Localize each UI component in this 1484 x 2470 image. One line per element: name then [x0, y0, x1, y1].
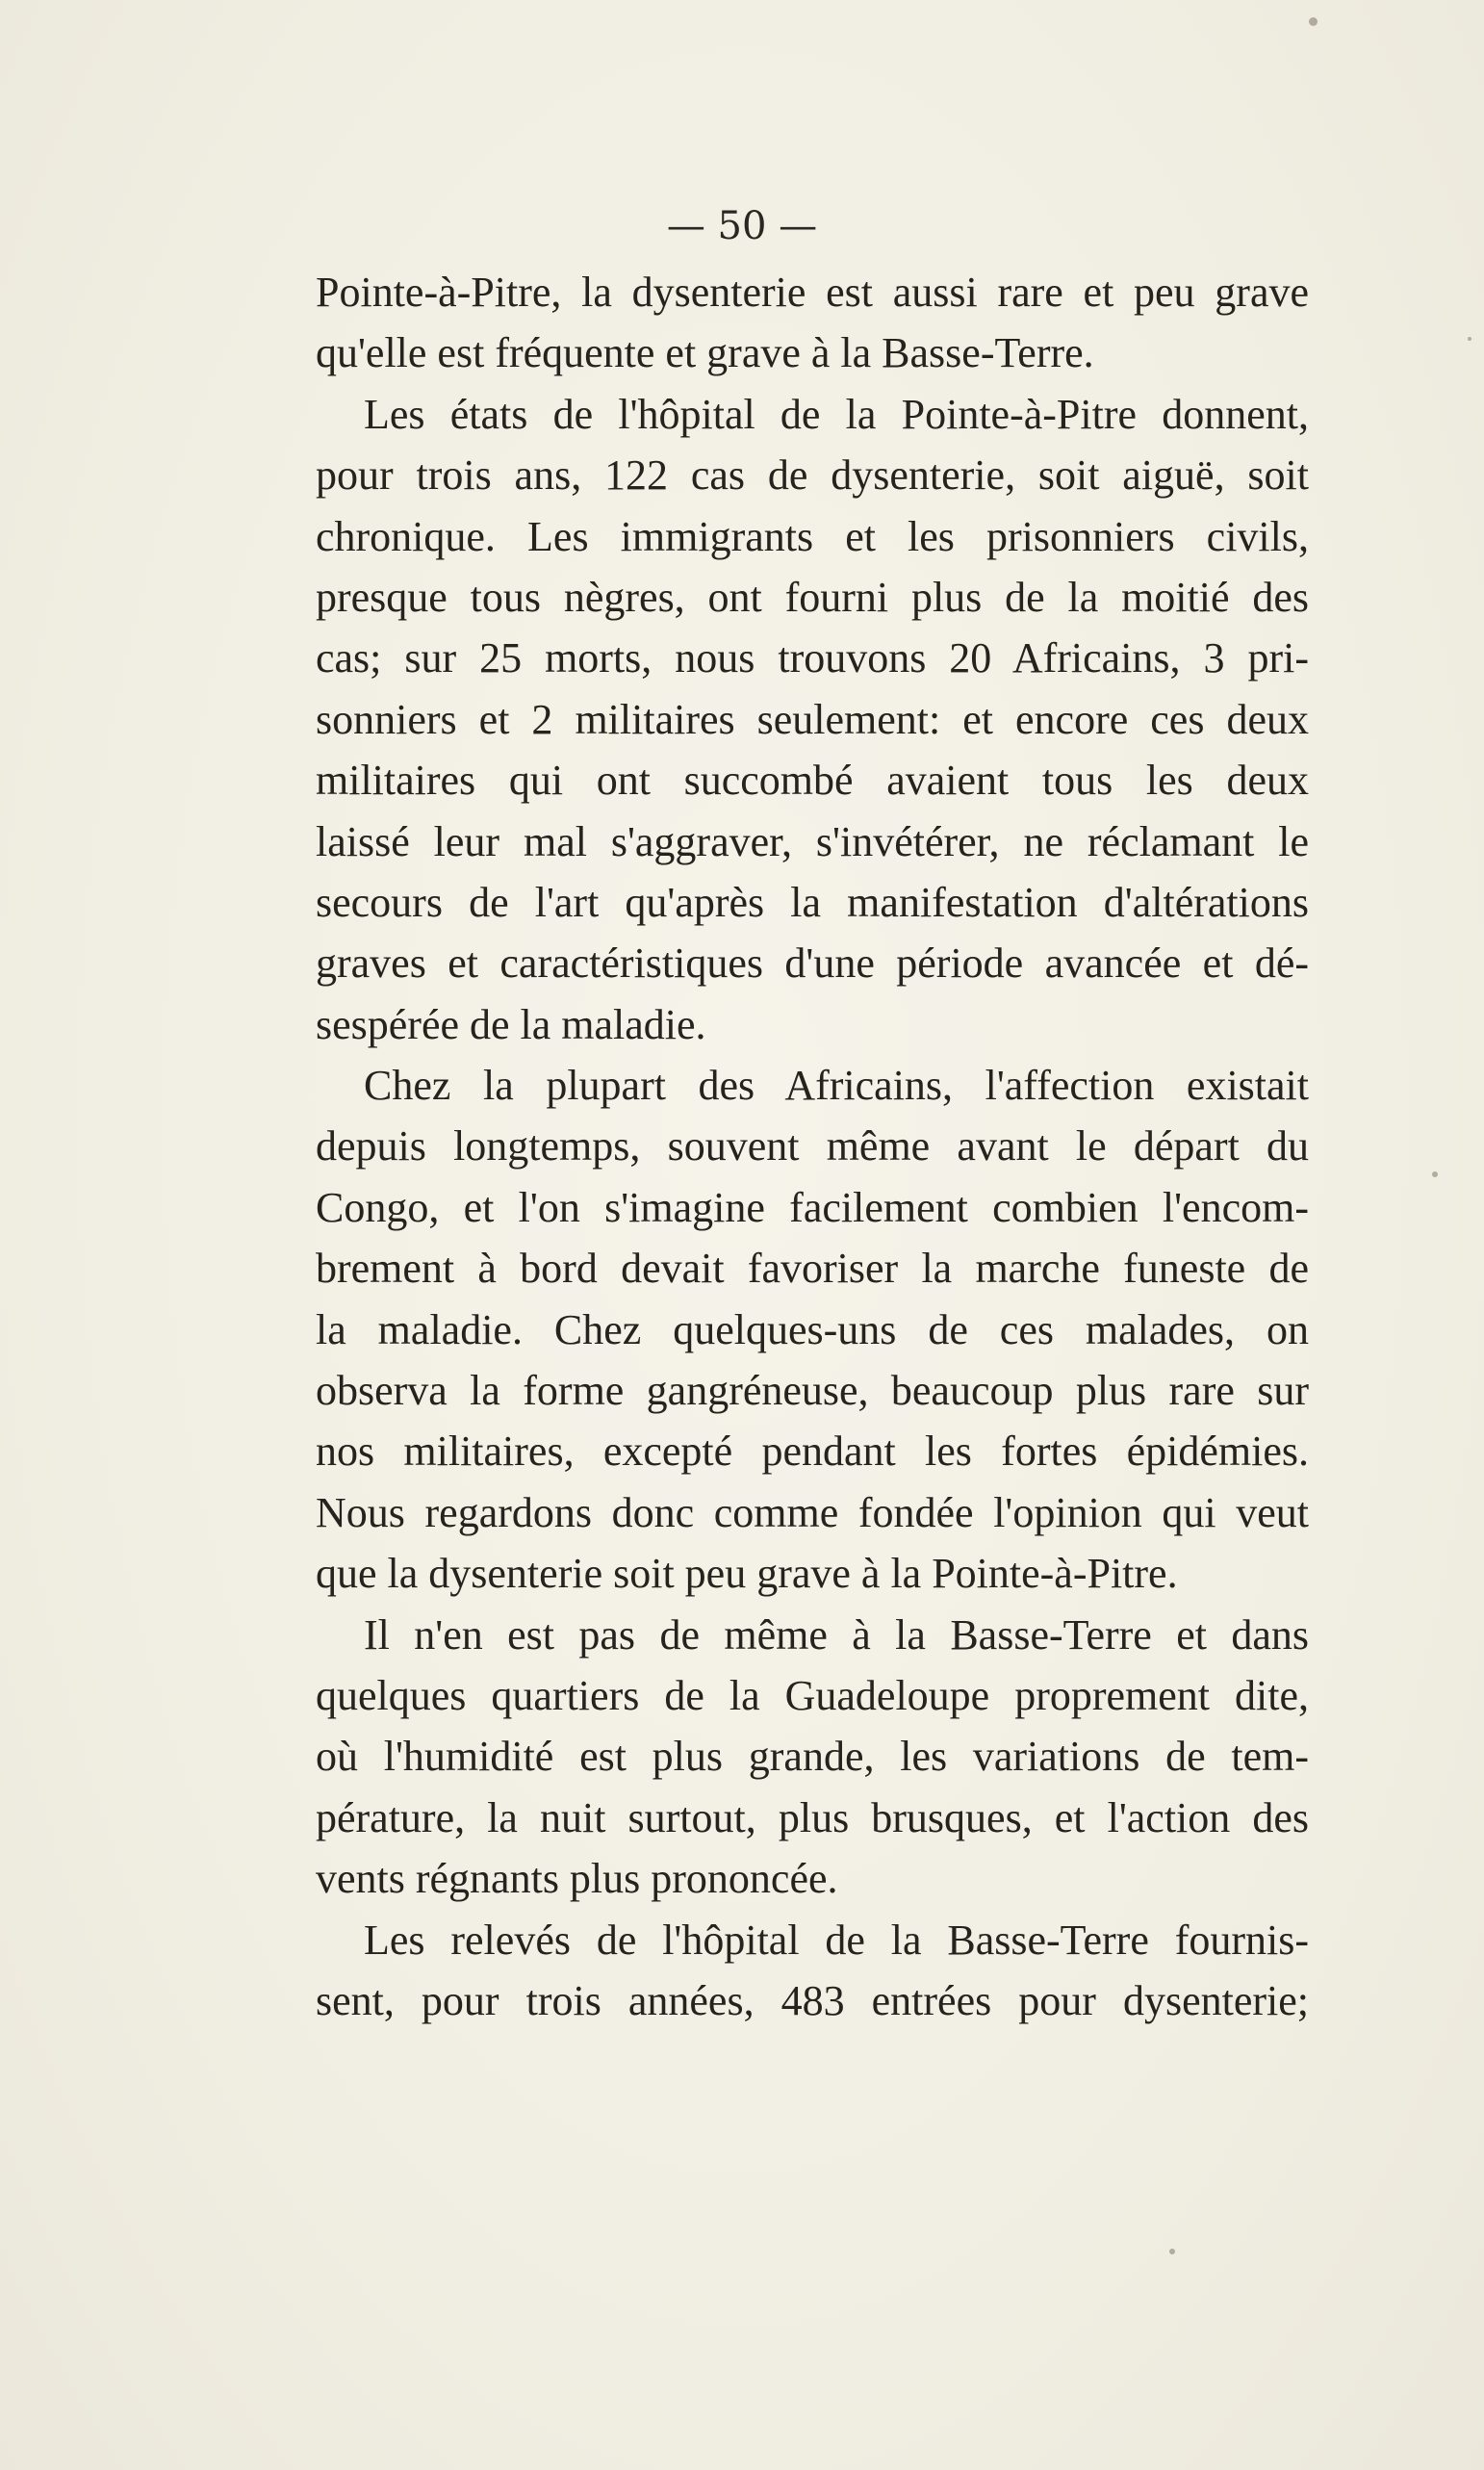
text-line: Les états de l'hôpital de la Pointe-à-Pitre donnent,	[364, 390, 1309, 438]
text-line: où l'humidité est plus grande, les variations de tem-	[316, 1733, 1309, 1781]
page-number: — 50 —	[666, 204, 818, 248]
text-line: observa la forme gangréneuse, beaucoup plus rare sur	[316, 1367, 1309, 1415]
text-line: Pointe-à-Pitre, la dysenterie est aussi rare et peu grave	[316, 269, 1309, 316]
text-line: secours de l'art qu'après la manifestation d'altérations	[316, 878, 1309, 926]
text-line: Chez la plupart des Africains, l'affection existait	[364, 1062, 1309, 1110]
text-line: que la dysenterie soit peu grave à la Pointe-à-Pitre.	[316, 1550, 1178, 1598]
text-line: Congo, et l'on s'imagine facilement combien l'encom-	[316, 1183, 1309, 1231]
text-line: cas; sur 25 morts, nous trouvons 20 Africains, 3 pri-	[316, 634, 1309, 682]
text-line: graves et caractéristiques d'une période avancée et dé-	[316, 939, 1309, 988]
text-line: Les relevés de l'hôpital de la Basse-Terre fournis-	[364, 1916, 1309, 1964]
text-line: la maladie. Chez quelques-uns de ces malades, on	[316, 1305, 1309, 1353]
body-text	[316, 262, 1309, 2031]
text-line: nos militaires, excepté pendant les fortes épidémies.	[316, 1428, 1309, 1476]
text-line: Il n'en est pas de même à la Basse-Terre et dans	[364, 1610, 1309, 1659]
text-line: presque tous nègres, ont fourni plus de la moitié des	[316, 573, 1309, 621]
text-line: quelques quartiers de la Guadeloupe proprement dite,	[316, 1671, 1309, 1719]
text-line: pérature, la nuit surtout, plus brusques, et l'action des	[316, 1793, 1309, 1841]
text-line: pour trois ans, 122 cas de dysenterie, soit aiguë, soit	[316, 451, 1309, 500]
text-line: brement à bord devait favoriser la marche funeste de	[316, 1245, 1309, 1293]
paper-speck	[1309, 17, 1318, 26]
text-line: qu'elle est fréquente et grave à la Basse-Terre.	[316, 329, 1094, 377]
text-line: sonniers et 2 militaires seulement: et encore ces deux	[316, 695, 1309, 743]
text-line: vents régnants plus prononcée.	[316, 1855, 838, 1903]
text-line: chronique. Les immigrants et les prisonniers civils,	[316, 512, 1309, 560]
text-line: sespérée de la maladie.	[316, 1000, 706, 1048]
text-line: militaires qui ont succombé avaient tous les deux	[316, 757, 1309, 805]
paper-speck	[1432, 1171, 1438, 1177]
paper-speck	[1169, 2249, 1175, 2254]
paper-speck	[1468, 337, 1471, 341]
text-line: laissé leur mal s'aggraver, s'invétérer, ne réclamant le	[316, 817, 1309, 865]
text-line: Nous regardons donc comme fondée l'opinion qui veut	[316, 1488, 1309, 1536]
text-line: depuis longtemps, souvent même avant le départ du	[316, 1122, 1309, 1171]
text-line: sent, pour trois années, 483 entrées pour dysenterie;	[316, 1976, 1309, 2024]
